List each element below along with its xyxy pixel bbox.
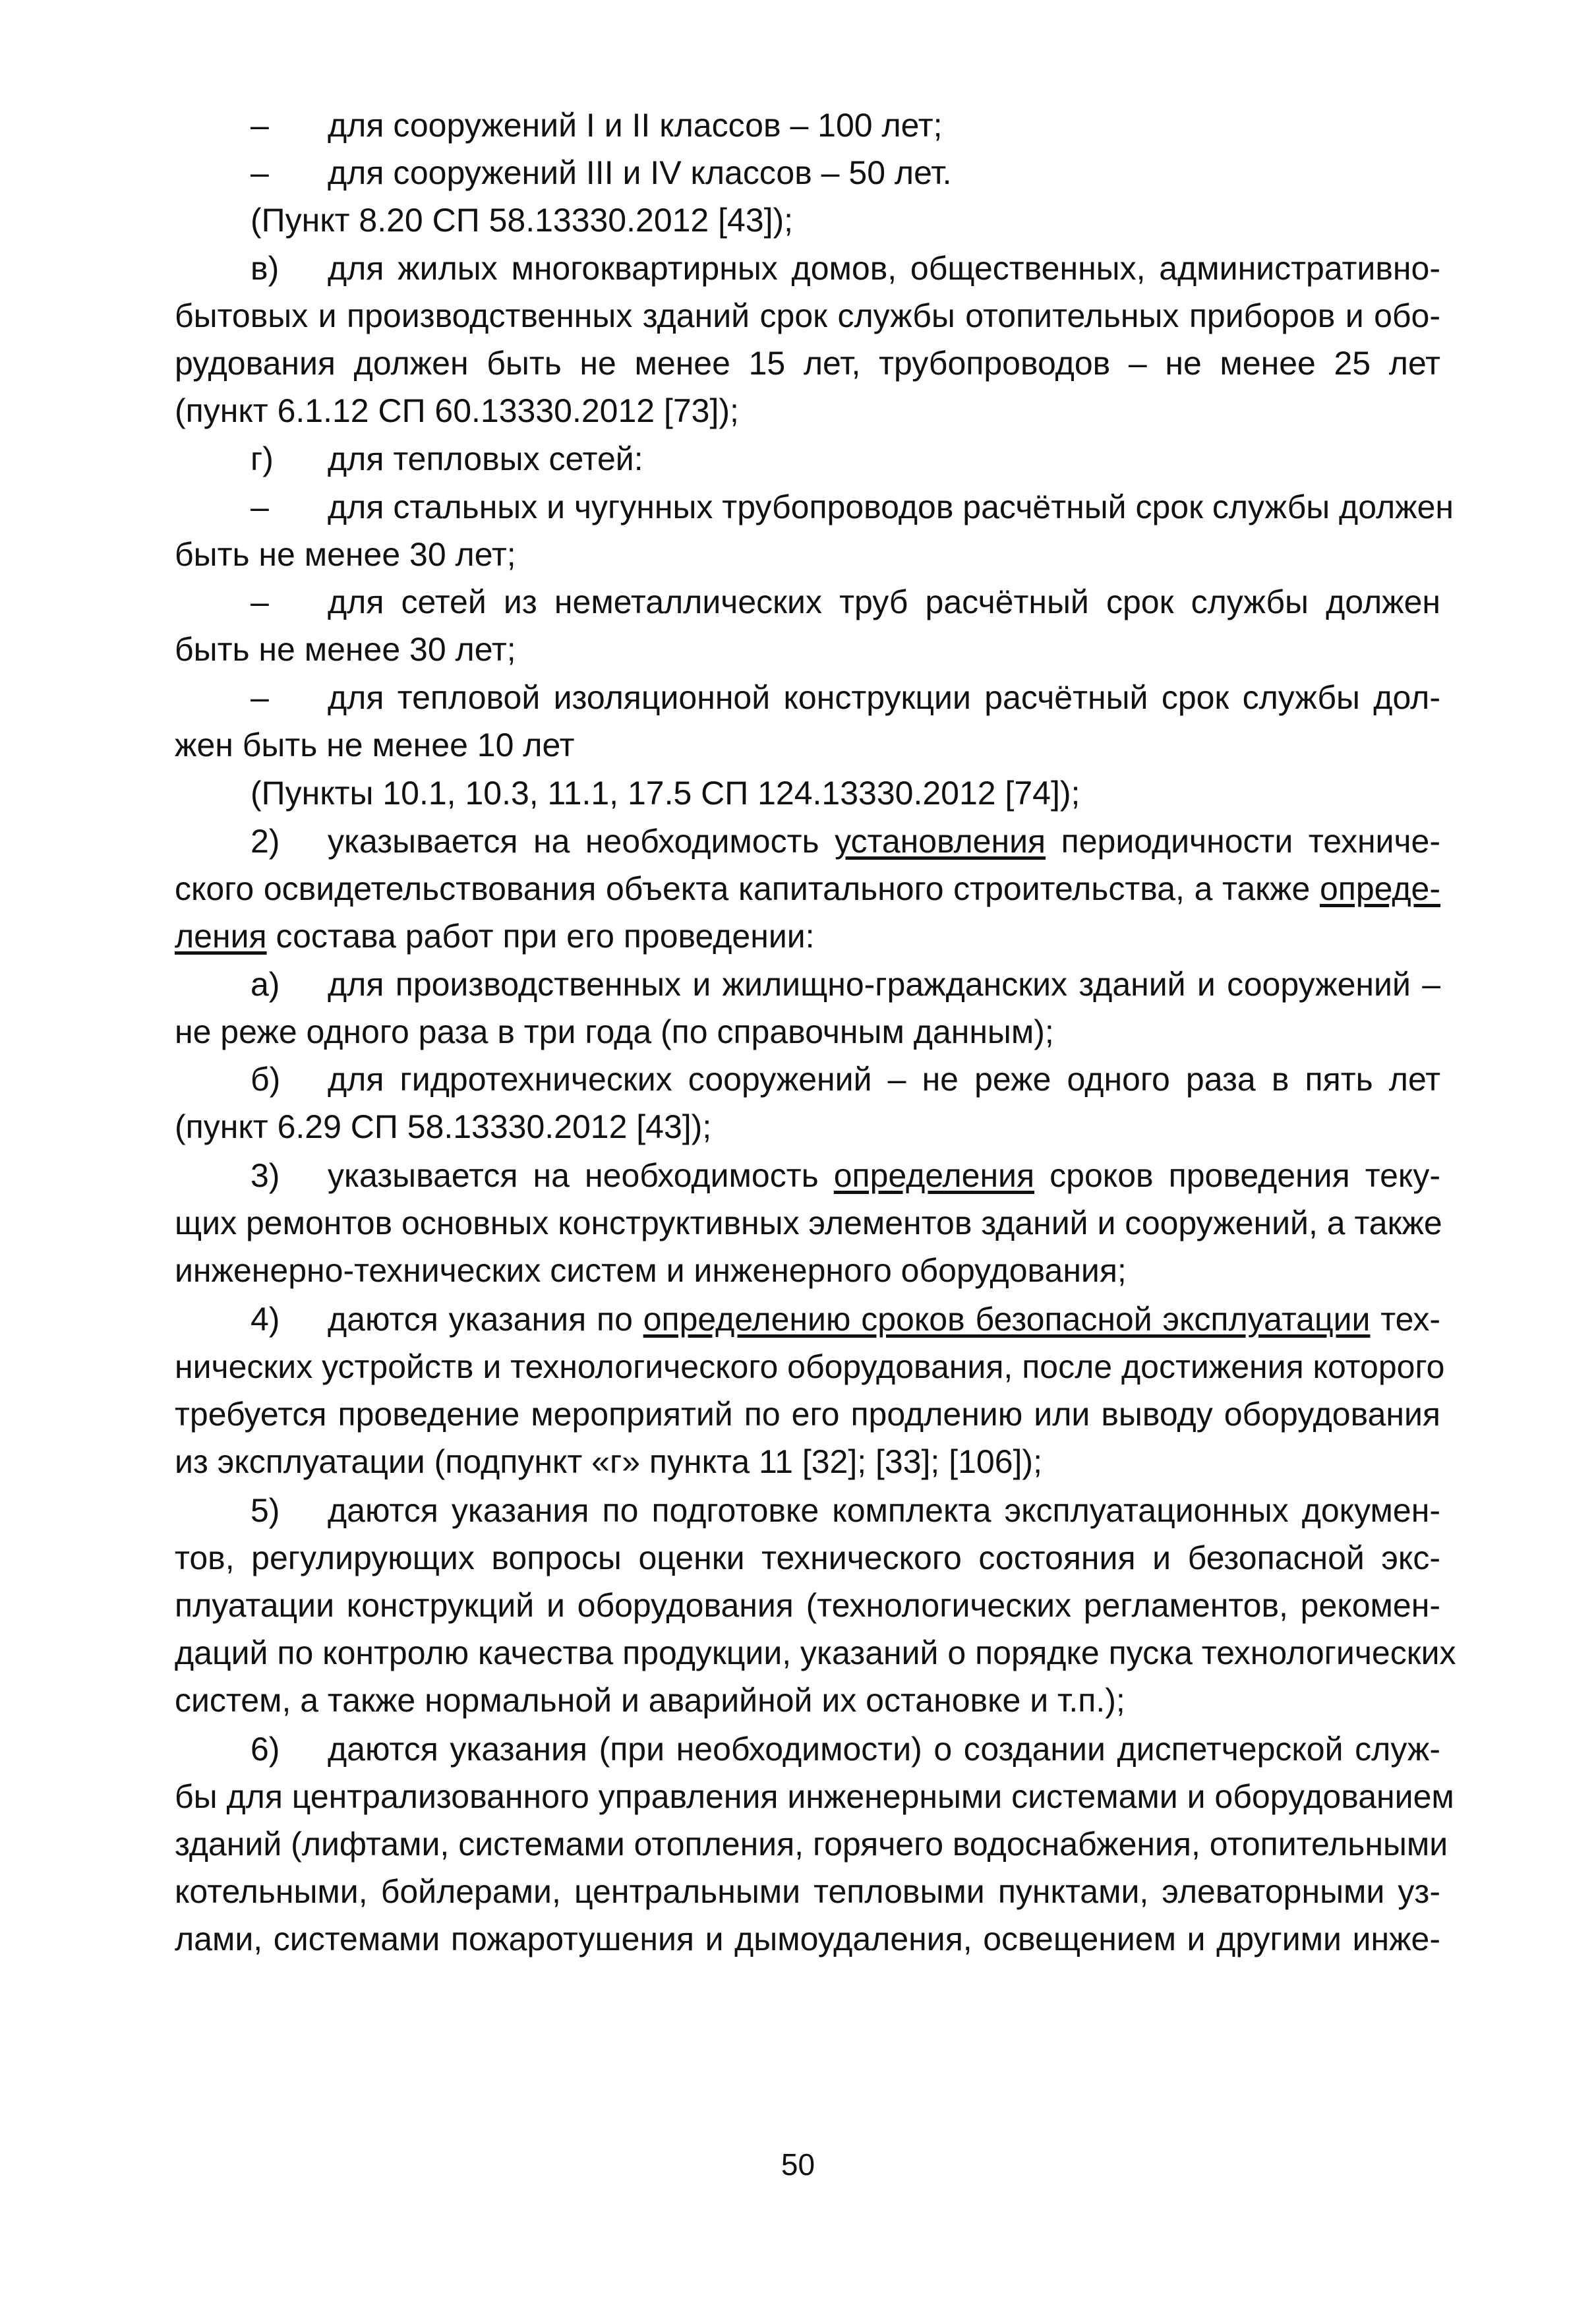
text-line: [175, 1347, 1445, 1389]
page-number: 50: [781, 2147, 815, 2182]
text-line: [175, 678, 1440, 720]
paragraph-text: [175, 869, 1440, 909]
list-dash: –: [251, 489, 269, 525]
list-dash: –: [251, 679, 269, 716]
list-item-text: [328, 821, 1440, 861]
text-line: [175, 439, 1440, 481]
text-line: [175, 487, 1454, 529]
text-line: [175, 1538, 1440, 1580]
list-item-text: даются указания по подготовке комплекта эксплуатационных докумен-: [328, 1492, 1440, 1529]
text-line: [175, 965, 1440, 1007]
paragraph-text: жен быть не менее 10 лет: [175, 727, 575, 763]
list-item-text: для сооружений III и IV классов – 50 лет.: [328, 154, 952, 191]
text-line: [175, 391, 1440, 433]
paragraph-text: инженерно-технических систем и инженерного оборудования;: [175, 1252, 1127, 1289]
list-item-text: [328, 1299, 1440, 1339]
list-marker: а): [251, 966, 280, 1003]
list-item-text: для тепловых сетей:: [328, 440, 643, 477]
text-line: [175, 1203, 1440, 1245]
text-line: [175, 105, 1440, 148]
underlined-text: установления: [835, 823, 1046, 860]
text-line: [175, 630, 1440, 672]
paragraph-text: [175, 916, 1440, 956]
paragraph-text: зданий (лифтами, системами отопления, горячего водоснабжения, отопительными: [175, 1826, 1448, 1863]
text-line: [175, 1107, 1440, 1149]
text-line: [175, 582, 1440, 624]
text-line: [175, 1059, 1440, 1102]
paragraph-text: (пункт 6.29 СП 58.13330.2012 [43]);: [175, 1108, 712, 1145]
list-item-text: для тепловой изоляционной конструкции расчётный срок службы дол-: [328, 679, 1440, 716]
paragraph-text: рудования должен быть не менее 15 лет, трубопроводов – не менее 25 лет: [175, 345, 1440, 382]
paragraph-text: нических устройств и технологического оборудования, после достижения которого: [175, 1348, 1445, 1385]
paragraph-text: (Пункт 8.20 СП 58.13330.2012 [43]);: [251, 202, 794, 239]
list-marker: 2): [251, 823, 280, 860]
list-marker: 6): [251, 1731, 280, 1768]
text-line: [175, 1156, 1440, 1198]
list-marker: 5): [251, 1492, 280, 1529]
list-dash: –: [251, 583, 269, 620]
text-line: [175, 296, 1440, 338]
text-line: [175, 343, 1440, 386]
text-fragment: периодичности техниче-: [1046, 823, 1440, 860]
text-fragment: тех-: [1370, 1301, 1440, 1338]
text-line: [175, 1777, 1454, 1819]
paragraph-text: (Пункты 10.1, 10.3, 11.1, 17.5 СП 124.13330.2012 [74]);: [251, 775, 1080, 812]
text-line: [175, 1299, 1440, 1342]
text-line: [175, 1872, 1440, 1914]
list-marker: 4): [251, 1301, 280, 1338]
paragraph-text: плуатации конструкций и оборудования (технологических регламентов, рекомен-: [175, 1587, 1440, 1624]
text-line: [175, 1394, 1440, 1437]
paragraph-text: (пункт 6.1.12 СП 60.13330.2012 [73]);: [175, 392, 739, 429]
list-dash: –: [251, 154, 269, 191]
list-item-text: для стальных и чугунных трубопроводов расчётный срок службы должен: [328, 489, 1454, 525]
text-line: [175, 535, 1440, 577]
text-line: [175, 200, 1440, 243]
text-line: [175, 1729, 1440, 1772]
text-line: [175, 1681, 1440, 1723]
text-line: [175, 153, 1440, 195]
list-item-text: даются указания (при необходимости) о создании диспетчерской служ-: [328, 1731, 1440, 1768]
text-line: [175, 1586, 1440, 1628]
list-marker: г): [251, 440, 274, 477]
list-item-text: для сетей из неметаллических труб расчётный срок службы должен: [328, 583, 1440, 620]
paragraph-text: быть не менее 30 лет;: [175, 631, 516, 668]
text-fragment: состава работ при его проведении:: [266, 918, 815, 955]
paragraph-text: быть не менее 30 лет;: [175, 536, 516, 573]
underlined-text: определения: [833, 1157, 1035, 1194]
text-line: [175, 1824, 1448, 1866]
paragraph-text: систем, а также нормальной и аварийной их остановке и т.п.);: [175, 1682, 1125, 1719]
text-line: [175, 1251, 1440, 1293]
text-line: [175, 773, 1440, 816]
paragraph-text: даций по контролю качества продукции, указаний о порядке пуска технологических: [175, 1634, 1456, 1671]
text-line: [175, 1491, 1440, 1533]
paragraph-text: бытовых и производственных зданий срок службы отопительных приборов и обо-: [175, 297, 1440, 334]
text-line: [175, 869, 1440, 911]
text-fragment: ского освидетельствования объекта капитального строительства, а также: [175, 870, 1320, 907]
text-line: [175, 1633, 1456, 1675]
list-item-text: для гидротехнических сооружений – не реже одного раза в пять лет: [328, 1061, 1440, 1098]
text-line: [175, 916, 1440, 959]
text-line: [175, 1442, 1440, 1484]
text-fragment: даются указания по: [328, 1301, 643, 1338]
list-item-text: для производственных и жилищно-гражданских зданий и сооружений –: [328, 966, 1440, 1003]
text-line: [175, 249, 1440, 291]
text-fragment: сроков проведения теку-: [1034, 1157, 1440, 1194]
text-line: [175, 725, 1440, 767]
text-line: [175, 1919, 1440, 1961]
paragraph-text: из эксплуатации (подпункт «г» пункта 11 [32]; [33]; [106]);: [175, 1443, 1042, 1480]
paragraph-text: тов, регулирующих вопросы оценки технического состояния и безопасной экс-: [175, 1539, 1440, 1576]
list-item-text: [328, 1156, 1440, 1195]
list-marker: 3): [251, 1157, 280, 1194]
paragraph-text: требуется проведение мероприятий по его продлению или выводу оборудования: [175, 1396, 1440, 1433]
paragraph-text: котельными, бойлерами, центральными тепловыми пунктами, элеваторными уз-: [175, 1873, 1440, 1910]
paragraph-text: не реже одного раза в три года (по справочным данным);: [175, 1013, 1054, 1050]
paragraph-text: щих ремонтов основных конструктивных элементов зданий и сооружений, а также: [175, 1205, 1442, 1241]
text-line: [175, 1012, 1440, 1054]
list-item-text: для жилых многоквартирных домов, общественных, административно-: [328, 250, 1440, 287]
underlined-text: определению сроков безопасной эксплуатации: [643, 1301, 1371, 1338]
paragraph-text: бы для централизованного управления инженерными системами и оборудованием: [175, 1778, 1454, 1815]
underlined-text: ления: [175, 918, 267, 955]
text-fragment: указывается на необходимость: [328, 1157, 834, 1194]
list-marker: б): [251, 1061, 281, 1098]
text-line: [175, 821, 1440, 864]
list-marker: в): [251, 250, 280, 287]
paragraph-text: лами, системами пожаротушения и дымоудаления, освещением и другими инже-: [175, 1921, 1440, 1957]
underlined-text: опреде-: [1319, 870, 1440, 907]
text-fragment: указывается на необходимость: [328, 823, 835, 860]
list-item-text: для сооружений I и II классов – 100 лет;: [328, 107, 943, 144]
list-dash: –: [251, 107, 269, 144]
